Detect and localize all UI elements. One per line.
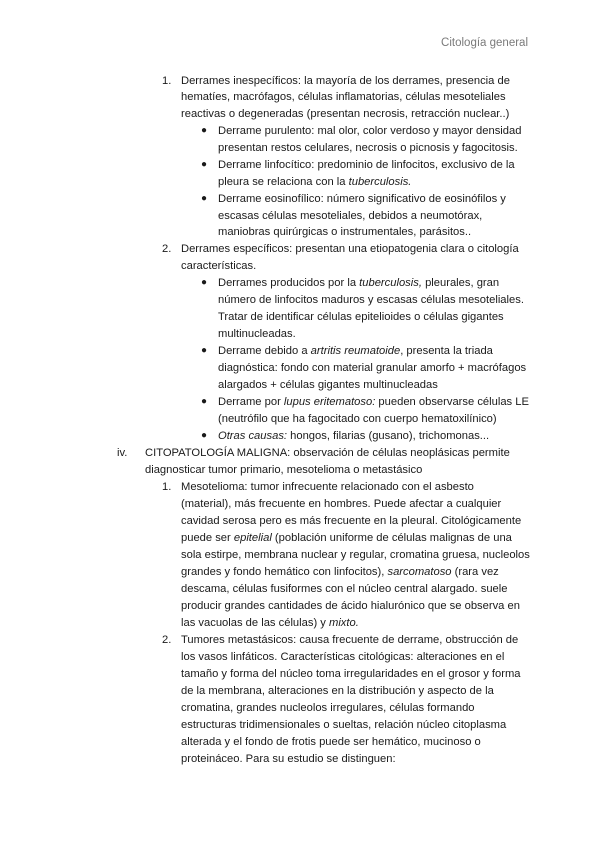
bullet-icon: ● [201,277,208,288]
italic-term: Otras causas: [218,430,288,442]
text-span: Derrame debido a [218,345,311,357]
text-line: de la membrana, alteraciones en la distribución y aspecto de la [181,685,494,697]
text-line: reactivas o degeneradas (presentan necrosis, retracción nuclear..) [181,108,510,120]
text-span: pleurales, gran [421,277,500,289]
text-line [218,343,493,359]
text-line: Mesotelioma: tumor infrecuente relacionado con el asbesto [181,481,474,493]
text-line: número de linfocitos maduros y escasas células mesoteliales. [218,294,524,306]
text-line: Tumores metastásicos: causa frecuente de derrame, obstrucción de [181,634,519,646]
text-line [218,394,529,410]
bullet-icon: ● [201,125,208,136]
text-span: puede ser [181,532,234,544]
text-line: Derrames específicos: presentan una etiopatogenia clara o citología [181,243,519,255]
italic-term: mixto. [329,617,359,629]
text-line [181,530,512,546]
text-span: Derrames producidos por la [218,277,360,289]
italic-term: sarcomatoso [387,566,452,578]
bullet-icon: ● [201,396,208,407]
bullet-icon: ● [201,193,208,204]
text-line: Derrames inespecíficos: la mayoría de los derrames, presencia de [181,75,510,87]
text-span: (rara vez [451,566,499,578]
text-line: presentan restos celulares, necrosis o picnosis y fagocitosis. [218,142,518,154]
italic-term: epitelial [233,532,272,544]
text-line: diagnóstica: fondo con material granular amorfo + macrófagos [218,362,527,374]
text-line: alargados + células gigantes multinucleadas [218,379,438,391]
text-line [181,615,359,631]
text-line: proteináceo. Para su estudio se distinguen: [181,753,396,765]
text-line: escasas células mesoteliales, debidos a neumotórax, [218,210,483,222]
text-line: (material), más frecuente en hombres. Puede afectar a cualquier [181,498,502,510]
text-line: cromatina, grandes nucleolos irregulares, células formando [181,702,475,714]
text-line: Tratar de identificar células epitelioides o células gigantes [218,311,504,323]
page-header-title: Citología general [441,37,528,49]
text-line: (neutrófilo que ha fagocitado con cuerpo hematoxilínico) [218,413,497,425]
list-number-1: 1. [162,75,172,87]
text-span: pueden observarse células LE [375,396,529,408]
text-line: Derrame purulento: mal olor, color verdoso y mayor densidad [218,125,522,137]
text-line: tamaño y forma del núcleo toma irregularidades en el grosor y forma [181,668,521,680]
italic-term: lupus eritematoso: [283,396,376,408]
section-marker-iv: iv. [117,447,128,459]
text-line: producir grandes cantidades de ácido hialurónico que se observa en [181,600,520,612]
text-span: hongos, filarias (gusano), trichomonas... [287,430,490,442]
text-line [218,275,499,291]
text-line: sola estirpe, membrana nuclear y regular, cromatina gruesa, nucleolos [181,549,530,561]
bullet-icon: ● [201,345,208,356]
italic-term: tuberculosis. [348,176,412,188]
text-span: (población uniforme de células malignas de una [271,532,512,544]
text-span: , presenta la triada [400,345,493,357]
bullet-icon: ● [201,430,208,441]
text-line [218,428,489,444]
text-line: los vasos linfáticos. Características citológicas: alteraciones en el [181,651,505,663]
text-line: Derrame linfocítico: predominio de linfocitos, exclusivo de la [218,159,515,171]
text-line: características. [181,260,257,272]
text-span: las vacuolas de las células) y [181,617,329,629]
text-span: Derrame por [218,396,284,408]
text-line: cavidad serosa pero es más frecuente en la pleural. Citológicamente [181,515,522,527]
text-line: Derrame eosinofílico: número significativo de eosinófilos y [218,193,506,205]
text-line: maniobras quirúrgicas o instrumentales, parásitos.. [218,226,472,238]
text-line [218,174,411,190]
text-line: estructuras tridimensionales o sueltas, relación núcleo citoplasma [181,719,507,731]
text-line: descama, células fusiformes con el núcleo central alargado. suele [181,583,508,595]
text-line: CITOPATOLOGÍA MALIGNA: observación de células neoplásicas permite [145,447,510,459]
text-line: hematíes, macrófagos, células inflamatorias, células mesoteliales [181,91,506,103]
bullet-icon: ● [201,159,208,170]
list-number-1: 1. [162,481,172,493]
text-span: grandes y fondo hemático con linfocitos), [181,566,388,578]
text-line [181,564,499,580]
text-span: pleura se relaciona con la [218,176,349,188]
text-line: diagnosticar tumor primario, mesotelioma o metastásico [145,464,423,476]
list-number-2: 2. [162,634,172,646]
text-line: multinucleadas. [218,328,296,340]
italic-term: tuberculosis, [359,277,422,289]
list-number-2: 2. [162,243,172,255]
text-line: alterada y el fondo de frotis puede ser hemático, mucinoso o [181,736,481,748]
italic-term: artritis reumatoide [310,345,401,357]
